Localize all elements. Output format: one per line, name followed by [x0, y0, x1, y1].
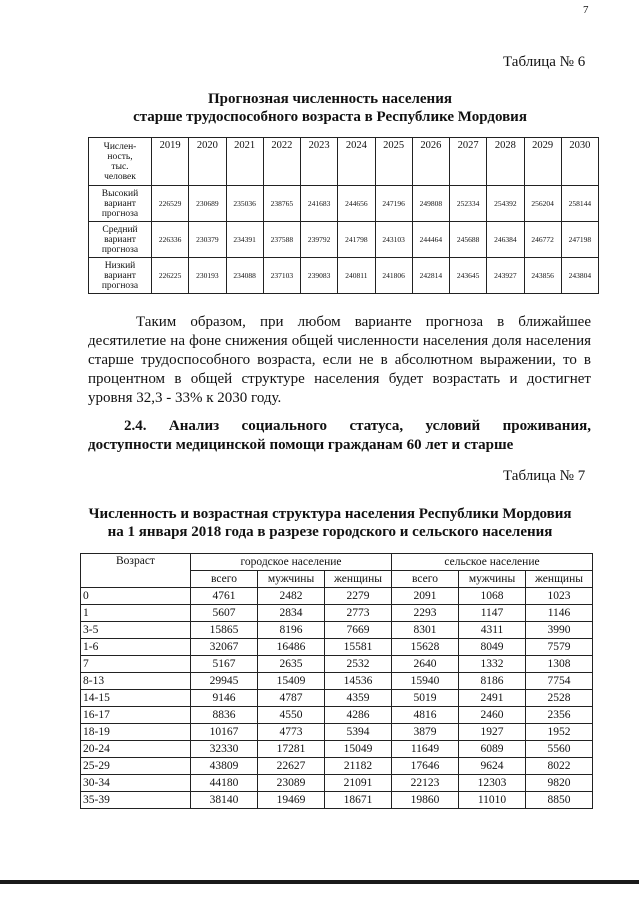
rural-value-cell: 1068 — [459, 588, 526, 605]
table6-title-line2: старше трудоспособного возраста в Республике Мордовия — [133, 109, 527, 125]
table-row — [81, 588, 593, 605]
rural-value-cell: 11649 — [392, 741, 459, 758]
year-header: 2029 — [524, 138, 561, 186]
table-row — [81, 707, 593, 724]
forecast-header-row — [89, 138, 599, 186]
urban-value-cell: 16486 — [258, 639, 325, 656]
section-heading — [88, 417, 591, 455]
rural-value-cell: 8301 — [392, 622, 459, 639]
forecast-cell: 244464 — [412, 222, 449, 258]
paragraph-line: десятилетие на фоне снижения общей численности населения доля населения — [88, 333, 591, 349]
urban-value-cell: 4787 — [258, 690, 325, 707]
rural-value-cell: 1952 — [526, 724, 593, 741]
urban-value-cell: 23089 — [258, 775, 325, 792]
rural-value-cell: 1147 — [459, 605, 526, 622]
rural-value-cell: 1146 — [526, 605, 593, 622]
table-row — [81, 758, 593, 775]
rural-value-cell: 2491 — [459, 690, 526, 707]
forecast-row-label: Низкий вариант прогноза — [89, 258, 152, 294]
section-heading-line2: доступности медицинской помощи гражданам 60 лет и старше — [88, 437, 514, 453]
forecast-cell: 241806 — [375, 258, 412, 294]
table6-title — [60, 90, 600, 126]
table7-title-line2: на 1 января 2018 года в разрезе городского и сельского населения — [107, 524, 553, 540]
age-cell: 30-34 — [81, 775, 191, 792]
table6-label: Таблица № 6 — [503, 54, 586, 70]
forecast-cell: 230689 — [189, 186, 226, 222]
urban-value-cell: 2279 — [325, 588, 392, 605]
forecast-cell: 243645 — [450, 258, 487, 294]
rural-men-header: мужчины — [459, 571, 526, 588]
urban-value-cell: 4761 — [191, 588, 258, 605]
rural-value-cell: 8186 — [459, 673, 526, 690]
forecast-cell: 226529 — [152, 186, 189, 222]
urban-value-cell: 22627 — [258, 758, 325, 775]
urban-value-cell: 10167 — [191, 724, 258, 741]
age-cell: 0 — [81, 588, 191, 605]
table-row — [81, 605, 593, 622]
rural-value-cell: 2640 — [392, 656, 459, 673]
forecast-cell: 241683 — [301, 186, 338, 222]
age-cell: 1-6 — [81, 639, 191, 656]
forecast-cell: 247196 — [375, 186, 412, 222]
paragraph-line: процентном в общей структуре населения будет возрастать и достигнет — [88, 371, 591, 387]
rural-value-cell: 9820 — [526, 775, 593, 792]
table-row — [81, 775, 593, 792]
table-row — [81, 639, 593, 656]
forecast-cell: 235036 — [226, 186, 263, 222]
urban-value-cell: 7669 — [325, 622, 392, 639]
urban-value-cell: 14536 — [325, 673, 392, 690]
rural-value-cell: 3990 — [526, 622, 593, 639]
table-row — [81, 690, 593, 707]
forecast-cell: 254392 — [487, 186, 524, 222]
rural-group-header: сельское население — [392, 554, 593, 571]
urban-value-cell: 2635 — [258, 656, 325, 673]
forecast-cell: 237588 — [263, 222, 300, 258]
forecast-cell: 245688 — [450, 222, 487, 258]
forecast-row-label: Средний вариант прогноза — [89, 222, 152, 258]
rural-value-cell: 2460 — [459, 707, 526, 724]
forecast-cell: 241798 — [338, 222, 375, 258]
urban-value-cell: 2773 — [325, 605, 392, 622]
rural-value-cell: 4311 — [459, 622, 526, 639]
rural-value-cell: 17646 — [392, 758, 459, 775]
forecast-cell: 256204 — [524, 186, 561, 222]
year-header: 2023 — [301, 138, 338, 186]
forecast-cell: 234391 — [226, 222, 263, 258]
table7-title — [60, 505, 600, 541]
forecast-cell: 234088 — [226, 258, 263, 294]
year-header: 2030 — [561, 138, 598, 186]
rural-value-cell: 11010 — [459, 792, 526, 809]
forecast-cell: 258144 — [561, 186, 598, 222]
year-header: 2028 — [487, 138, 524, 186]
rural-value-cell: 6089 — [459, 741, 526, 758]
forecast-unit-header: Числен- ность, тыс. человек — [89, 138, 152, 186]
age-table-body — [81, 588, 593, 809]
rural-value-cell: 7579 — [526, 639, 593, 656]
rural-value-cell: 22123 — [392, 775, 459, 792]
year-header: 2025 — [375, 138, 412, 186]
year-header: 2021 — [226, 138, 263, 186]
table-row — [81, 673, 593, 690]
age-cell: 25-29 — [81, 758, 191, 775]
table-row — [81, 656, 593, 673]
urban-value-cell: 19469 — [258, 792, 325, 809]
table-row — [81, 741, 593, 758]
rural-value-cell: 5019 — [392, 690, 459, 707]
urban-value-cell: 2532 — [325, 656, 392, 673]
rural-women-header: женщины — [526, 571, 593, 588]
forecast-cell: 246772 — [524, 222, 561, 258]
age-cell: 16-17 — [81, 707, 191, 724]
rural-value-cell: 3879 — [392, 724, 459, 741]
paragraph-line: уровня 32,3 - 33% к 2030 году. — [88, 390, 282, 406]
urban-value-cell: 29945 — [191, 673, 258, 690]
urban-value-cell: 5394 — [325, 724, 392, 741]
urban-value-cell: 18671 — [325, 792, 392, 809]
year-header: 2024 — [338, 138, 375, 186]
forecast-cell: 246384 — [487, 222, 524, 258]
urban-value-cell: 15581 — [325, 639, 392, 656]
forecast-cell: 242814 — [412, 258, 449, 294]
forecast-cell: 239792 — [301, 222, 338, 258]
age-cell: 7 — [81, 656, 191, 673]
urban-value-cell: 15865 — [191, 622, 258, 639]
forecast-table — [88, 137, 599, 294]
rural-value-cell: 12303 — [459, 775, 526, 792]
forecast-cell: 226336 — [152, 222, 189, 258]
rural-value-cell: 5560 — [526, 741, 593, 758]
urban-value-cell: 2834 — [258, 605, 325, 622]
forecast-cell: 252334 — [450, 186, 487, 222]
urban-value-cell: 44180 — [191, 775, 258, 792]
forecast-row-label: Высокий вариант прогноза — [89, 186, 152, 222]
year-header: 2026 — [412, 138, 449, 186]
table7-label: Таблица № 7 — [503, 468, 586, 484]
age-cell: 35-39 — [81, 792, 191, 809]
urban-value-cell: 32067 — [191, 639, 258, 656]
urban-value-cell: 8196 — [258, 622, 325, 639]
year-header: 2020 — [189, 138, 226, 186]
urban-value-cell: 21091 — [325, 775, 392, 792]
forecast-cell: 249808 — [412, 186, 449, 222]
urban-value-cell: 4359 — [325, 690, 392, 707]
urban-value-cell: 17281 — [258, 741, 325, 758]
rural-value-cell: 15940 — [392, 673, 459, 690]
urban-group-header: городское население — [191, 554, 392, 571]
urban-value-cell: 8836 — [191, 707, 258, 724]
rural-value-cell: 2356 — [526, 707, 593, 724]
urban-men-header: мужчины — [258, 571, 325, 588]
rural-total-header: всего — [392, 571, 459, 588]
urban-value-cell: 9146 — [191, 690, 258, 707]
year-header: 2027 — [450, 138, 487, 186]
conclusion-paragraph — [88, 313, 591, 408]
age-cell: 20-24 — [81, 741, 191, 758]
age-table-group-header — [81, 554, 593, 571]
urban-value-cell: 5607 — [191, 605, 258, 622]
table6-title-line1: Прогнозная численность населения — [208, 91, 452, 107]
forecast-cell: 230193 — [189, 258, 226, 294]
table-row — [81, 622, 593, 639]
urban-value-cell: 21182 — [325, 758, 392, 775]
section-heading-line1: 2.4. Анализ социального статуса, условий проживания, — [124, 418, 591, 434]
rural-value-cell: 1927 — [459, 724, 526, 741]
urban-value-cell: 43809 — [191, 758, 258, 775]
forecast-row-medium — [89, 222, 599, 258]
forecast-cell: 243927 — [487, 258, 524, 294]
urban-value-cell: 2482 — [258, 588, 325, 605]
age-cell: 18-19 — [81, 724, 191, 741]
rural-value-cell: 9624 — [459, 758, 526, 775]
rural-value-cell: 4816 — [392, 707, 459, 724]
year-header: 2022 — [263, 138, 300, 186]
rural-value-cell: 1332 — [459, 656, 526, 673]
urban-women-header: женщины — [325, 571, 392, 588]
forecast-cell: 240811 — [338, 258, 375, 294]
urban-value-cell: 32330 — [191, 741, 258, 758]
paragraph-line: старше трудоспособного возраста, если не в абсолютном выражении, то в — [88, 352, 591, 368]
forecast-cell: 230379 — [189, 222, 226, 258]
age-column-header: Возраст — [81, 554, 191, 588]
rural-value-cell: 2528 — [526, 690, 593, 707]
urban-value-cell: 5167 — [191, 656, 258, 673]
age-cell: 3-5 — [81, 622, 191, 639]
forecast-cell: 244656 — [338, 186, 375, 222]
forecast-cell: 237103 — [263, 258, 300, 294]
table7-title-line1: Численность и возрастная структура населения Республики Мордовия — [88, 506, 572, 522]
urban-value-cell: 15049 — [325, 741, 392, 758]
age-cell: 14-15 — [81, 690, 191, 707]
rural-value-cell: 2091 — [392, 588, 459, 605]
forecast-row-low — [89, 258, 599, 294]
rural-value-cell: 8049 — [459, 639, 526, 656]
forecast-cell: 243103 — [375, 222, 412, 258]
scan-edge-bar — [0, 880, 639, 884]
paragraph-line: Таким образом, при любом варианте прогноза в ближайшее — [136, 314, 591, 330]
age-cell: 8-13 — [81, 673, 191, 690]
forecast-row-high — [89, 186, 599, 222]
rural-value-cell: 2293 — [392, 605, 459, 622]
rural-value-cell: 7754 — [526, 673, 593, 690]
urban-value-cell: 15409 — [258, 673, 325, 690]
forecast-cell: 243804 — [561, 258, 598, 294]
urban-value-cell: 38140 — [191, 792, 258, 809]
forecast-cell: 239083 — [301, 258, 338, 294]
age-structure-table — [80, 553, 593, 809]
year-header: 2019 — [152, 138, 189, 186]
forecast-cell: 238765 — [263, 186, 300, 222]
urban-value-cell: 4773 — [258, 724, 325, 741]
rural-value-cell: 1023 — [526, 588, 593, 605]
rural-value-cell: 8850 — [526, 792, 593, 809]
rural-value-cell: 1308 — [526, 656, 593, 673]
urban-total-header: всего — [191, 571, 258, 588]
table-row — [81, 792, 593, 809]
forecast-cell: 247198 — [561, 222, 598, 258]
urban-value-cell: 4550 — [258, 707, 325, 724]
urban-value-cell: 4286 — [325, 707, 392, 724]
table-row — [81, 724, 593, 741]
page-number: 7 — [583, 4, 589, 16]
forecast-cell: 226225 — [152, 258, 189, 294]
rural-value-cell: 19860 — [392, 792, 459, 809]
age-cell: 1 — [81, 605, 191, 622]
rural-value-cell: 8022 — [526, 758, 593, 775]
forecast-cell: 243856 — [524, 258, 561, 294]
rural-value-cell: 15628 — [392, 639, 459, 656]
